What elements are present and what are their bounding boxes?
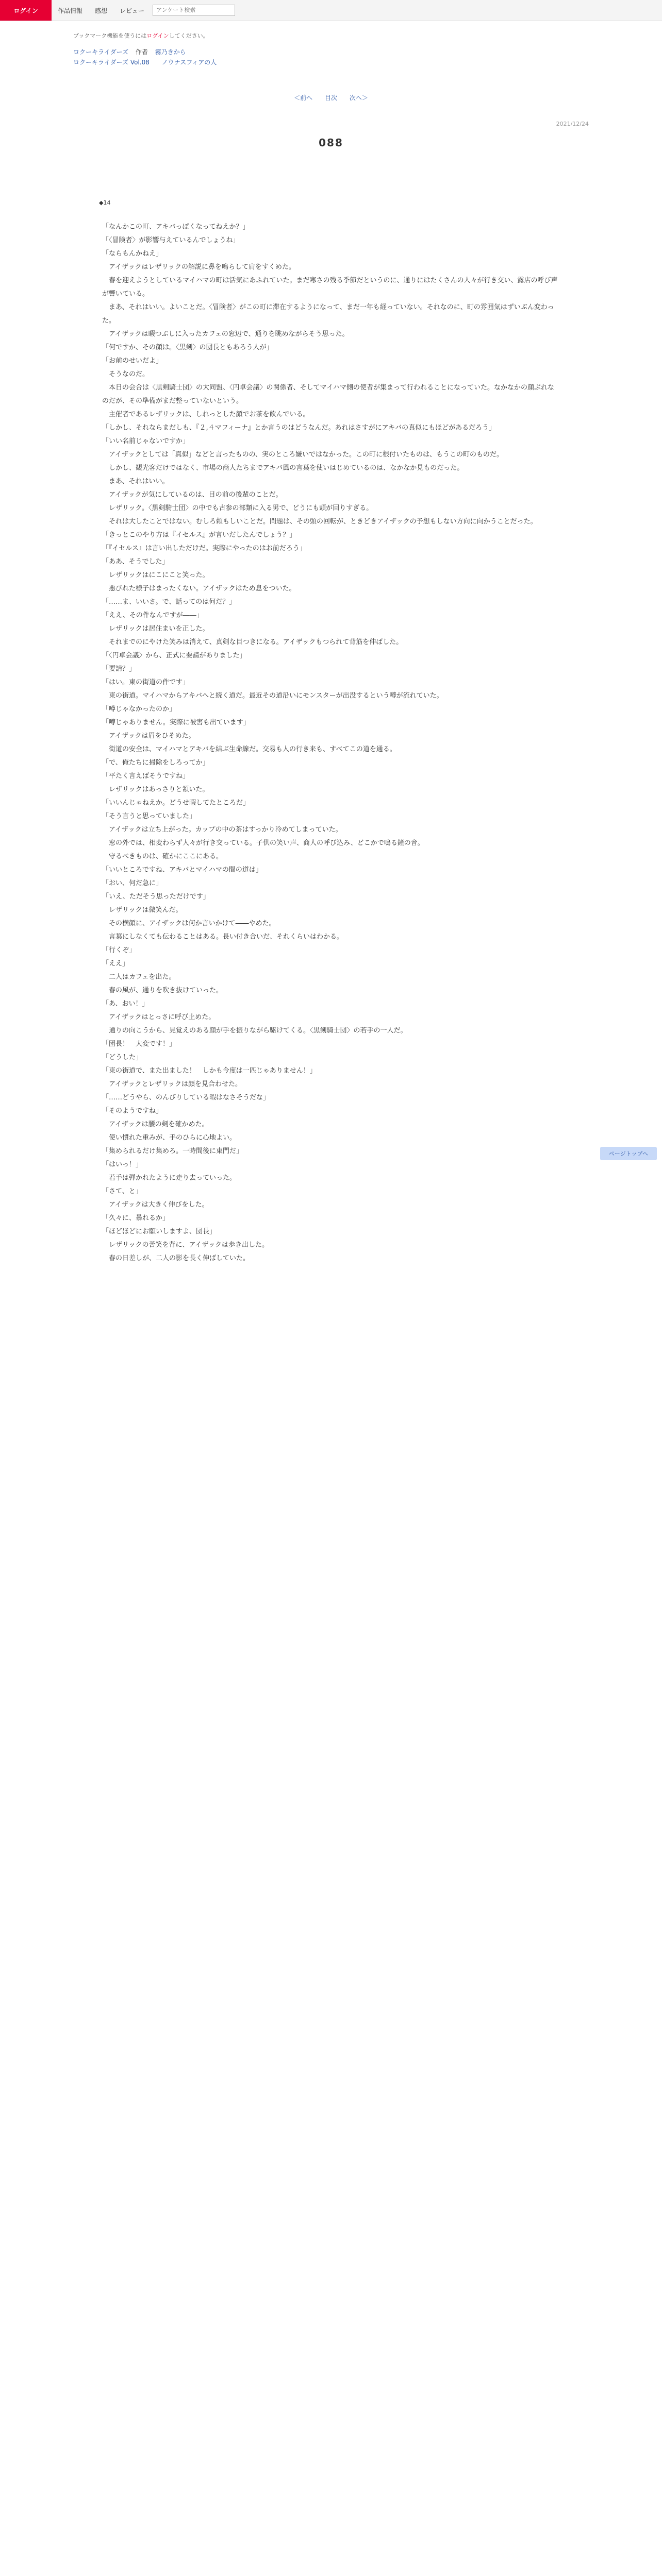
body-paragraph: アイザックは腰の剣を確かめた。 [102,1121,209,1128]
bookmark-note-prefix: ブックマーク機能を使うには [73,32,147,39]
section-marker-top: ◆14 [99,199,111,206]
body-paragraph: 「いい名前じゃないですか」 [102,437,190,445]
body-paragraph: 「はい。東の街道の件です」 [102,679,190,686]
body-paragraph: レザリックはにこにこと笑った。 [102,571,209,579]
body-paragraph: 「噂じゃありません。実際に被害も出ています」 [102,719,250,726]
body-paragraph: 「……ま、いいさ。で、話ってのは何だ？」 [102,598,236,606]
body-paragraph: 「団長！ 大変です！」 [102,1040,176,1048]
body-paragraph: 「ほどほどにお願いしますよ、団長」 [102,1228,217,1235]
bookmark-note [73,31,589,40]
body-paragraph: 「……どうやら、のんびりしている暇はなさそうだな」 [102,1094,270,1101]
table-of-contents-link[interactable]: 目次 [324,94,337,101]
body-paragraph: 「いいんじゃねえか。どうせ暇してたところだ」 [102,799,250,807]
body-paragraph: 「おい、何だ急に」 [102,879,163,887]
body-paragraph: それは大したことではない。むしろ頼もしいことだ。問題は、その頭の回転が、ときどきアイザックの予想もしない方向に向かうことだった。 [102,518,537,526]
body-paragraph: 「そう言うと思っていました」 [102,812,196,820]
body-paragraph: アイザックは眉をひそめた。 [102,732,195,740]
body-paragraph: 「お前のせいだよ」 [102,357,163,365]
series-link[interactable]: ロクーキライダーズ [73,48,129,56]
body-paragraph: 通りの向こうから、見覚えのある顔が手を振りながら駆けてくる。〈黒剣騎士団〉の若手の一人だ。 [102,1027,407,1035]
body-paragraph: レザリック。〈黒剣騎士団〉の中でも古参の部類に入る男で、どうにも頭が回りすぎる。 [102,504,373,512]
nav-item-impressions[interactable]: 感想 [95,7,108,14]
body-paragraph: それまでのにやけた笑みは消えて、真剣な目つきになる。アイザックもつられて背筋を伸ばした。 [102,638,403,646]
prev-chapter-link[interactable]: ＜前へ [294,94,313,101]
body-paragraph: 「ああ、そうでした」 [102,558,169,566]
body-paragraph: 「さて、と」 [102,1188,142,1195]
body-paragraph: 東の街道。マイハマからアキバへと続く道だ。最近その道沿いにモンスターが出没するという噂が流れていた。 [102,692,443,700]
body-paragraph: レザリックはあっさりと頷いた。 [102,786,209,793]
body-paragraph: 「そのようですね」 [102,1107,163,1115]
body-paragraph: 窓の外では、相変わらず人々が行き交っている。子供の笑い声、商人の呼び込み、どこかで鳴る鐘の音。 [102,839,424,847]
body-paragraph: 悪びれた様子はまったくない。アイザックはため息をついた。 [102,585,296,592]
tag-link-genre[interactable]: ノウナスフィアの人 [161,59,217,66]
main-content [73,21,589,1265]
body-paragraph: 「要請？」 [102,665,136,673]
search-input[interactable] [153,5,235,16]
body-paragraph: 「〈円卓会議〉から、正式に要請がありました」 [102,652,246,659]
body-paragraph: 使い慣れた重みが、手のひらに心地よい。 [102,1134,237,1142]
body-paragraph: 「いえ、ただそう思っただけです」 [102,893,210,901]
body-paragraph: 春の風が、通りを吹き抜けていった。 [102,987,223,994]
body-paragraph: アイザックとレザリックは顔を見合わせた。 [102,1080,242,1088]
body-paragraph: その横顔に、アイザックは何か言いかけて――やめた。 [102,920,276,927]
body-paragraph: 「ならもんかねえ」 [102,250,163,258]
body-paragraph: 「久々に、暴れるか」 [102,1214,170,1222]
tag-link-volume[interactable]: ロクーキライダーズ Vol.08 [73,59,150,66]
author-link[interactable]: 霧乃きから [155,48,186,56]
body-paragraph: アイザックとしては「真似」などと言ったものの、実のところ嫌いではなかった。この町に根付いたものは、もうこの町のものだ。 [102,451,504,459]
body-paragraph: 「集められるだけ集めろ。一時間後に東門だ」 [102,1147,243,1155]
author-label: 作者 [135,48,148,56]
nav-item-reviews[interactable]: レビュー [120,7,145,14]
top-navigation [0,0,662,21]
body-paragraph: 本日の会合は〈黒剣騎士団〉の大同盟、〈円卓会議〉の関係者、そしてマイハマ側の使者が集まって行われることになっていた。なかなかの顔ぶれなのだが、その準備がまだ整っていないという。 [102,384,554,405]
body-paragraph: 春の日差しが、二人の影を長く伸ばしていた。 [102,1255,250,1262]
body-paragraph: まあ、それはいい。 [102,478,169,485]
body-paragraph: アイザックはとっさに呼び止めた。 [102,1013,216,1021]
publish-date: 2021/12/24 [556,121,589,127]
chapter-body [102,221,560,1265]
body-paragraph: アイザックが気にしているのは、目の前の後輩のことだ。 [102,491,283,499]
body-paragraph: 街道の安全は、マイハマとアキバを結ぶ生命線だ。交易も人の行き来も、すべてこの道を通る。 [102,745,396,753]
body-paragraph: 「どうした」 [102,1054,143,1061]
body-paragraph: レザリックは居住まいを正した。 [102,625,209,633]
body-paragraph: 二人はカフェを出た。 [102,973,176,981]
body-paragraph: 若手は弾かれたように走り去っていった。 [102,1174,237,1182]
login-button[interactable]: ログイン [0,0,52,21]
body-paragraph: レザリックの苦笑を背に、アイザックは歩き出した。 [102,1241,269,1249]
body-paragraph: アイザックは立ち上がった。カップの中の茶はすっかり冷めてしまっていた。 [102,826,342,834]
body-paragraph: 「平たく言えばそうですね」 [102,772,190,780]
body-paragraph: レザリックは微笑んだ。 [102,906,183,914]
body-paragraph: 守るべきものは、確かにここにある。 [102,853,223,860]
body-paragraph: 「ええ」 [102,960,129,968]
work-meta [73,47,589,67]
body-paragraph: まあ、それはいい。よいことだ。〈冒険者〉がこの町に滞在するようになって、まだ一年も経っていない。それなのに、町の雰囲気はずいぶん変わった。 [102,303,554,325]
body-paragraph: 「で、俺たちに掃除をしろってか」 [102,759,209,767]
body-paragraph: 「はいっ！」 [102,1161,143,1168]
body-paragraph: 「しかし、それならまだしも、『２,４マフィーナ』とか言うのはどうなんだ。あれはさすがにアキバの真似にもほどがあるだろう」 [102,424,496,432]
page-top-button[interactable]: ページトップへ [600,1147,657,1160]
body-paragraph: アイザックはレザリックの解説に鼻を鳴らして肩をすくめた。 [102,263,296,271]
body-paragraph: 「きっとこのやり方は『イセルス』が言いだしたんでしょう？」 [102,531,296,539]
body-paragraph: 「行くぞ」 [102,946,136,954]
chapter-title: 088 [319,137,343,149]
body-paragraph: 「噂じゃなかったのか」 [102,705,176,713]
body-paragraph: そうなのだ。 [102,370,150,378]
body-paragraph: 言葉にしなくても伝わることはある。長い付き合いだ、それくらいはわかる。 [102,933,344,941]
body-paragraph: 「『イセルス』は言い出しただけだ。実際にやったのはお前だろう」 [102,545,306,552]
bookmark-note-suffix: してください。 [169,32,209,39]
body-paragraph: 「何ですか、その顔は。〈黒剣〉の団長ともあろう人が」 [102,344,273,351]
body-paragraph: 「あ、おい！」 [102,1000,149,1008]
body-paragraph: 「なんかこの町、アキバっぽくなってねえか？」 [102,223,250,231]
body-paragraph: アイザックは暇つぶしに入ったカフェの窓辺で、通りを眺めながらそう思った。 [102,330,349,338]
next-chapter-link[interactable]: 次へ＞ [349,94,368,101]
body-paragraph: アイザックは大きく伸びをした。 [102,1201,209,1209]
nav-item-info[interactable]: 作品情報 [58,7,83,14]
chapter-pager [73,93,589,102]
body-paragraph: 「東の街道で、また出ました！ しかも今度は一匹じゃありません！」 [102,1067,317,1075]
body-paragraph: 「いいところですね、アキバとマイハマの間の道は」 [102,866,262,874]
bookmark-login-link[interactable]: ログイン [146,32,169,39]
body-paragraph: 主催者であるレザリックは、しれっとした顔でお茶を飲んでいる。 [102,411,310,418]
body-paragraph: 春を迎えようとしているマイハマの町は活気にあふれていた。まだ寒さの残る季節だというのに、通りにはたくさんの人々が行き交い、露店の呼び声が響いている。 [102,277,558,298]
body-paragraph: 「〈冒険者〉が影響与えているんでしょうね」 [102,236,240,244]
body-paragraph: しかし、観光客だけではなく、市場の商人たちまでアキバ風の言葉を使いはじめているのは、なかなか見ものだった。 [102,464,464,472]
body-paragraph: 「ええ、その件なんですが――」 [102,612,203,619]
